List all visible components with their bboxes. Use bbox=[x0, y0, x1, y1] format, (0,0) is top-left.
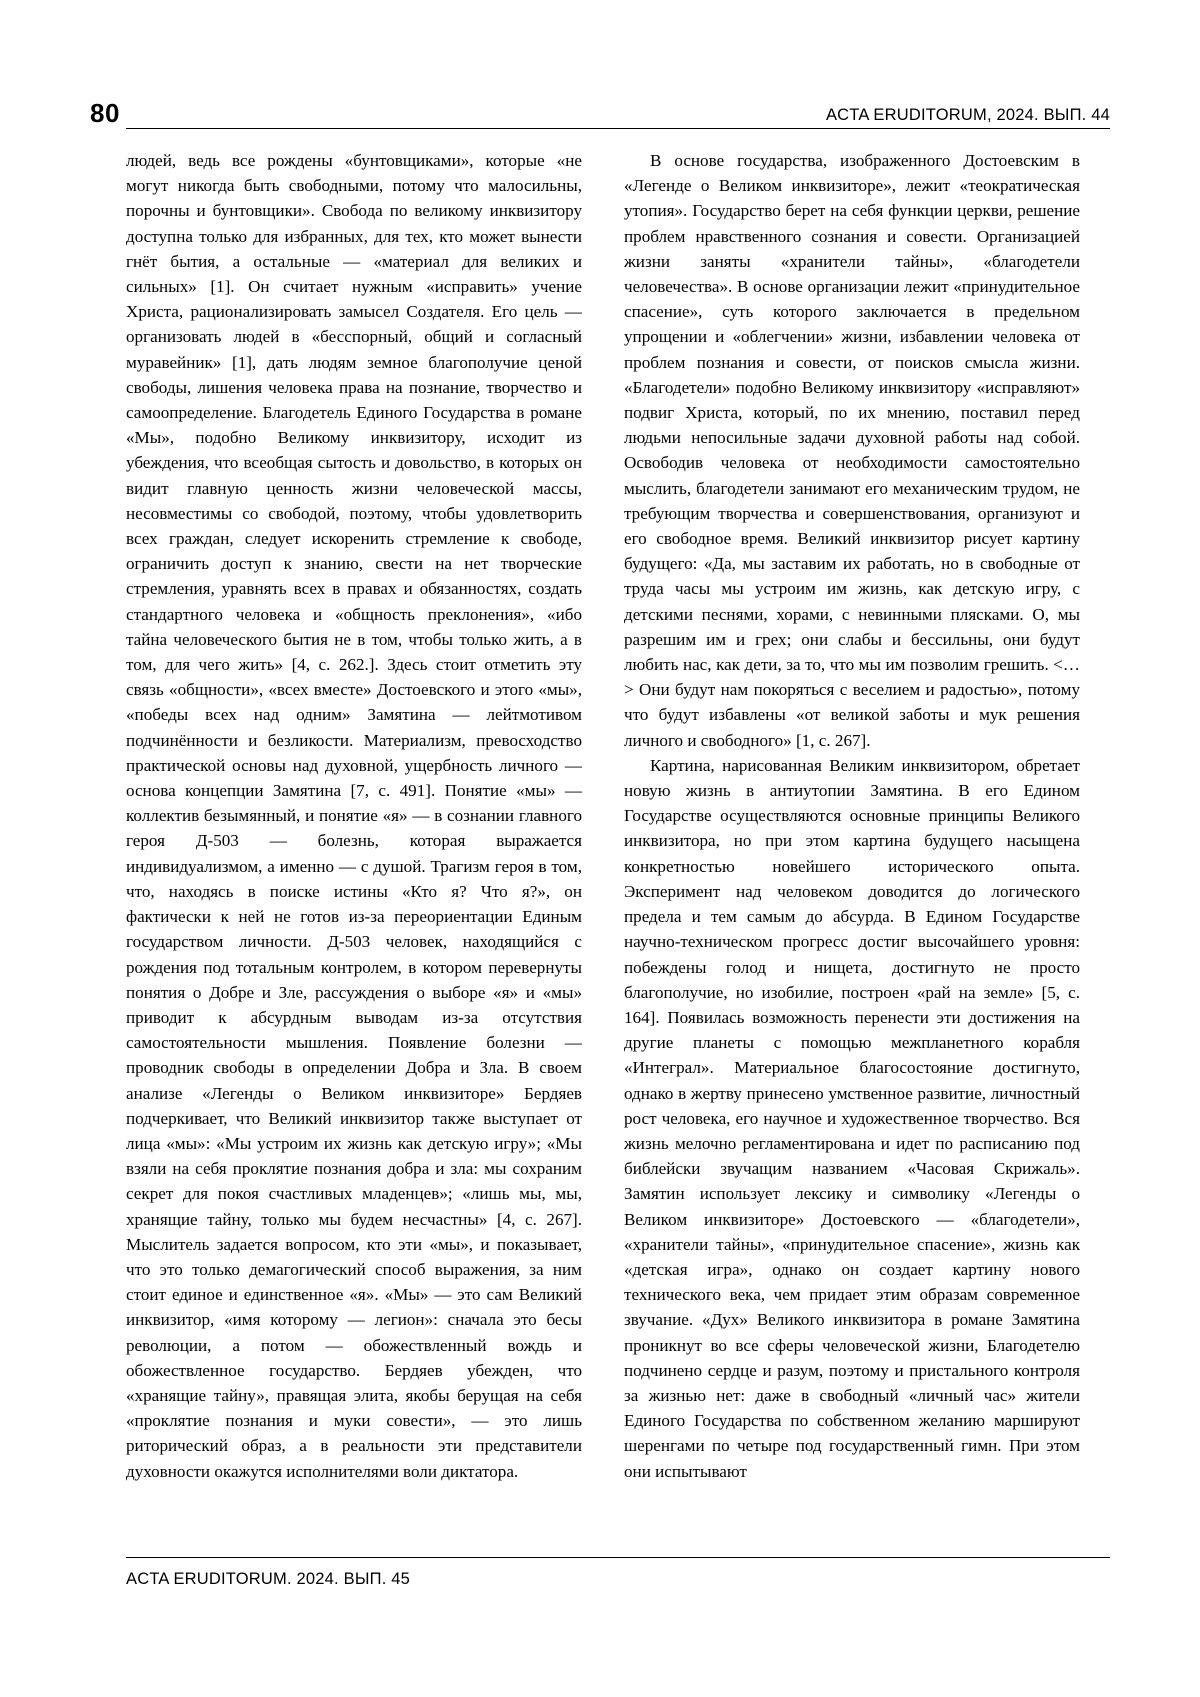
paragraph: людей, ведь все рождены «бунтовщиками», которые «не могут никогда быть свободными, потому что малосильны, порочны и бунтовщики». Свобода по великому инквизитору доступна только для избранных, для тех, кто может вынести гнёт бытия, а остальные — «материал для великих и сильных» [1]. Он считает нужным «исправить» учение Христа, рационализировать замысел Создателя. Его цель — организовать людей в «бесспорный, общий и согласный муравейник» [1], дать людям земное благополучие ценой свободы, лишения человека права на познание, творчество и самоопределение. Благодетель Единого Государства в романе «Мы», подобно Великому инквизитору, исходит из убеждения, что всеобщая сытость и довольство, в которых он видит главную ценность жизни человеческой массы, несовместимы со свободой, поэтому, чтобы удовлетворить всех граждан, следует искоренить стремление к свободе, ограничить доступ к знанию, свести на нет творческие стремления, уравнять всех в правах и обязанностях, создать стандартного человека и «общность преклонения», «ибо тайна человеческого бытия не в том, чтобы только жить, а в том, для чего жить» [4, с. 262.]. Здесь стоит отметить эту связь «общности», «всех вместе» Достоевского и этого «мы», «победы всех над одним» Замятина — лейтмотивом подчинённости и безликости. Материализм, превосходство практической основы над духовной, ущербность личного — основа концепции Замятина [7, с. 491]. Понятие «мы» — коллектив безымянный, и понятие «я» — в сознании главного героя Д-503 — болезнь, которая выражается индивидуализмом, а именно — с душой. Трагизм героя в том, что, находясь в поиске истины «Кто я? Что я?», он фактически к ней не готов из-за переориентации Единым государством личности. Д-503 человек, находящийся с рождения под тотальным контролем, в котором перевернуты понятия о Добре и Зле, рассуждения о выборе «я» и «мы» приводит к абсурдным выводам из-за отсутствия самостоятельности мышления. Появление болезни — проводник свободы в определении Добра и Зла. В своем анализе «Легенды о Великом инквизиторе» Бердяев подчеркивает, что Великий инквизитор также выступает от лица «мы»: «Мы устроим их жизнь как детскую игру»; «Мы взяли на себя проклятие познания добра и зла: мы сохраним секрет для покоя счастливых младенцев»; «лишь мы, мы, хранящие тайну, только мы будем несчастны» [4, с. 267]. Мыслитель задается вопросом, кто эти «мы», и показывает, что это только демагогический способ выражения, за ним стоит единое и единственное «я». «Мы» — это сам Великий инквизитор, «имя которому — легион»: сначала это бесы революции, а потом — обожествленный вождь и обожествленное государство. Бердяев убежден, что «хранящие тайну», правящая элита, якобы берущая на себя «проклятие познания и муки совести», — это лишь риторический образ, а в реальности эти представители духовности окажутся исполнителями воли диктатора. bbox=[126, 151, 582, 1481]
page-header bbox=[90, 92, 1110, 130]
paragraph: В основе государства, изображенного Достоевским в «Легенде о Великом инквизиторе», лежит «теократическая утопия». Государство берет на себя функции церкви, решение проблем нравственного сознания и совести. Организацией жизни заняты «хранители тайны», «благодетели человечества». В основе организации лежит «принудительное спасение», суть которого заключается в предельном упрощении и «облегчении» жизни, избавлении человека от проблем познания и совести, от поисков смысла жизни. «Благодетели» подобно Великому инквизитору «исправляют» подвиг Христа, который, по их мнению, поставил перед людьми непосильные задачи духовной работы над собой. Освободив человека от необходимости самостоятельно мыслить, благодетели занимают его механическим трудом, не требующим творчества и совершенствования, организуют и его свободное время. Великий инквизитор рисует картину будущего: «Да, мы заставим их работать, но в свободные от труда часы мы устроим им жизнь, как детскую игру, с детскими песнями, хорами, с невинными плясками. О, мы разрешим им и грех; они слабы и бессильны, они будут любить нас, как дети, за то, что мы им позволим грешить. <…> Они будут нам покоряться с веселием и радостью», потому что будут избавлены «от великой заботы и мук решения личного и свободного» [1, с. 267]. bbox=[624, 151, 1080, 750]
footer-text: ACTA ERUDITORUM. 2024. ВЫП. 45 bbox=[126, 1570, 411, 1588]
header-divider bbox=[126, 128, 1110, 129]
left-column bbox=[126, 148, 582, 1484]
footer-divider bbox=[126, 1557, 1110, 1558]
right-column bbox=[624, 148, 1080, 1484]
running-title: ACTA ERUDITORUM, 2024. ВЫП. 44 bbox=[825, 105, 1110, 124]
paragraph: Картина, нарисованная Великим инквизитором, обретает новую жизнь в антиутопии Замятина. В его Едином Государстве осуществляются основные принципы Великого инквизитора, но при этом картина будущего насыщена конкретностью новейшего исторического опыта. Эксперимент над человеком доводится до логического предела и тем самым до абсурда. В Едином Государстве научно-техническом прогресс достиг высочайшего уровня: побеждены голод и нищета, достигнуто не просто благополучие, но изобилие, построен «рай на земле» [5, с. 164]. Появилась возможность перенести эти достижения на другие планеты с помощью межпланетного корабля «Интеграл». Материальное благосостояние достигнуто, однако в жертву принесено умственное развитие, личностный рост человека, его научное и художественное творчество. Вся жизнь мелочно регламентирована и идет по расписанию под библейски звучащим названием «Часовая Скрижаль». Замятин использует лексику и символику «Легенды о Великом инквизиторе» Достоевского — «благодетели», «хранители тайны», «принудительное спасение», жизнь как «детская игра», однако он создает картину нового технического века, чем придает этим образам современное звучание. «Дух» Великого инквизитора в романе Замятина проникнут во все сферы человеческой жизни, Благодетелю подчинено сердце и разум, поэтому и пристального контроля за жизнью нет: даже в свободный «личный час» жители Единого Государства по собственном желанию маршируют шеренгами по четыре под государственный гимн. При этом они испытывают bbox=[624, 755, 1080, 1481]
page-number: 80 bbox=[90, 98, 120, 128]
text-columns bbox=[126, 148, 1110, 1484]
